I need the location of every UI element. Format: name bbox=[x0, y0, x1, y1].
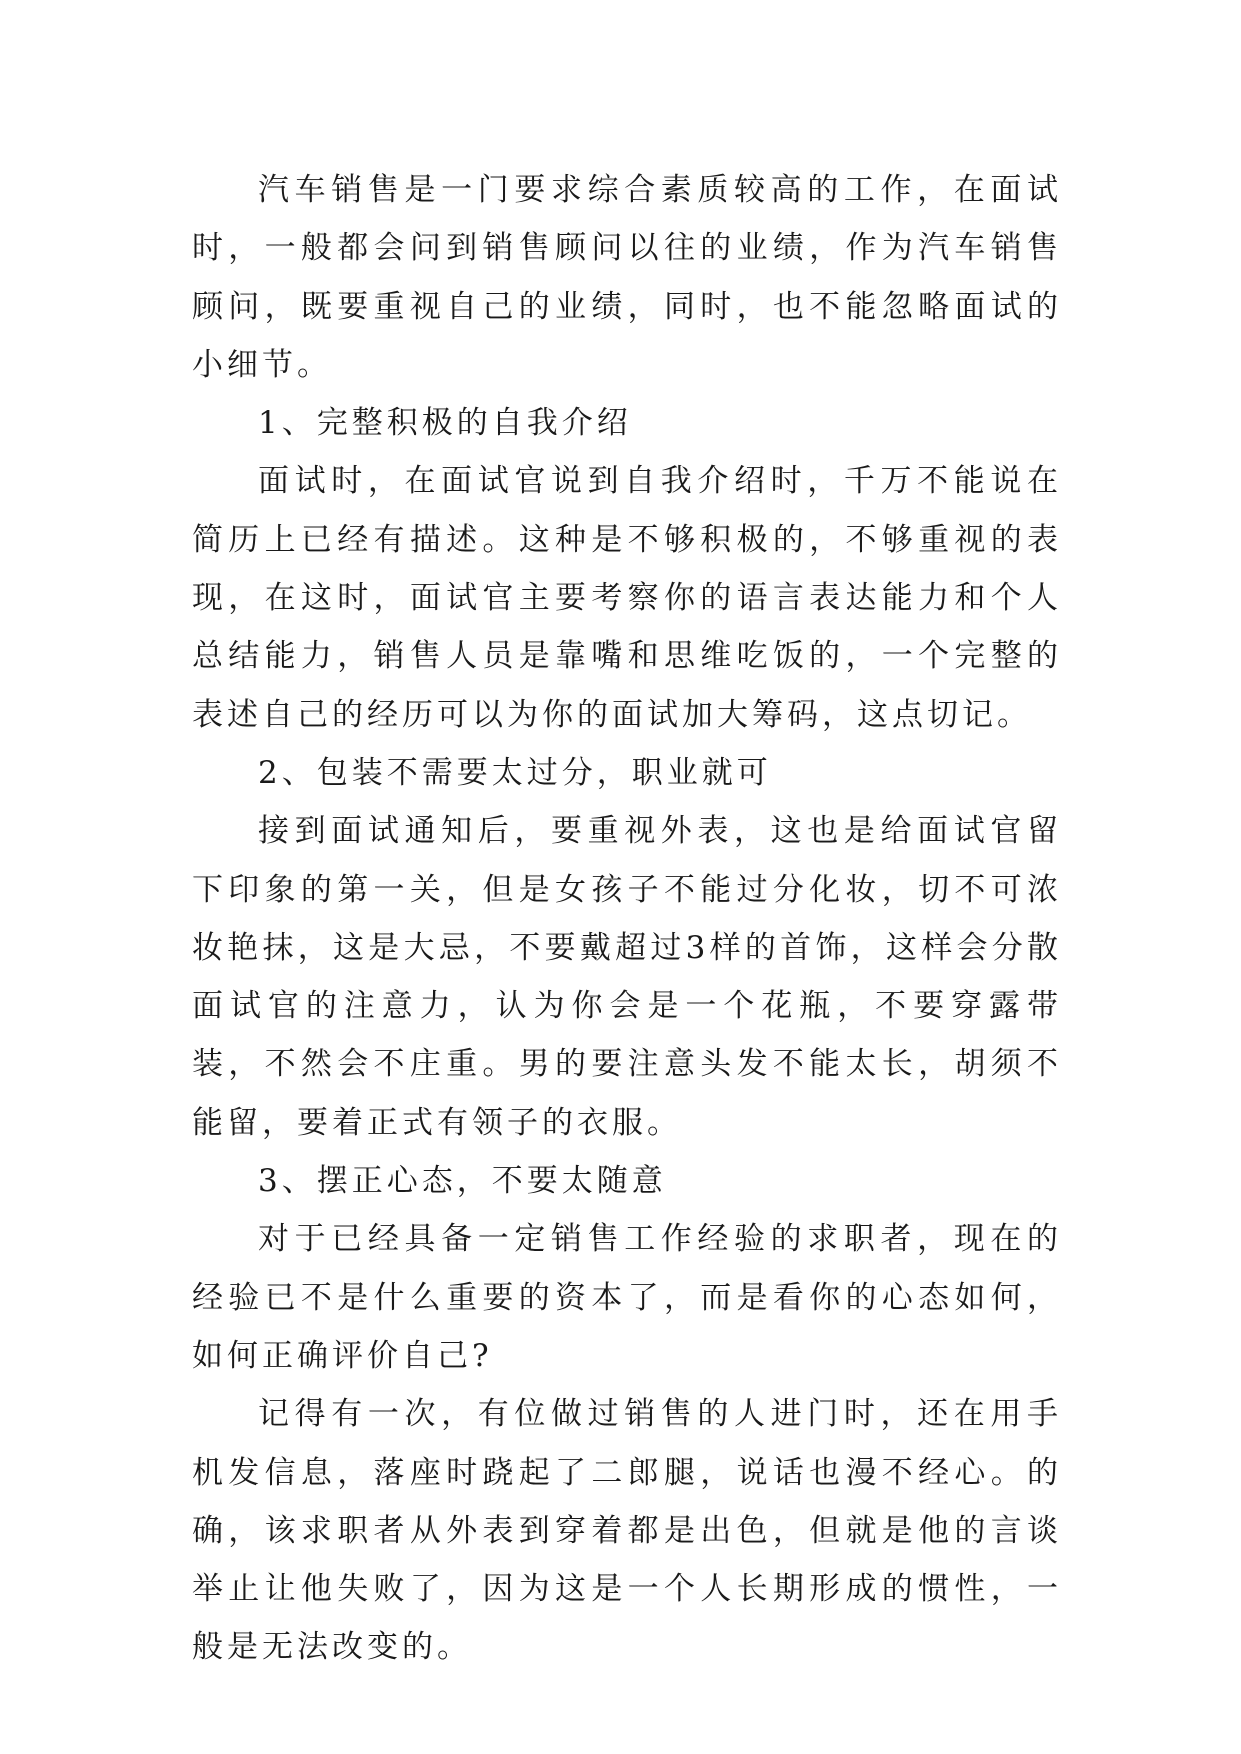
document-body bbox=[192, 161, 1062, 1677]
section-heading-3: 3、摆正心态，不要太随意 bbox=[258, 1163, 667, 1200]
anecdote-paragraph: 记得有一次，有位做过销售的人进门时，还在用手机发信息，落座时跷起了二郎腿，说话也漫不经心。的确，该求职者从外表到穿着都是出色，但就是他的言谈举止让他失败了，因为这是一个人长期形成的惯性，一般是无法改变的。 bbox=[192, 1396, 1062, 1666]
section-2-paragraph: 接到面试通知后，要重视外表，这也是给面试官留下印象的第一关，但是女孩子不能过分化妆，切不可浓妆艳抹，这是大忌，不要戴超过3样的首饰，这样会分散面试官的注意力，认为你会是一个花瓶，不要穿露带装，不然会不庄重。男的要注意头发不能太长，胡须不能留，要着正式有领子的衣服。 bbox=[192, 813, 1062, 1141]
section-1-paragraph: 面试时，在面试官说到自我介绍时，千万不能说在简历上已经有描述。这种是不够积极的，不够重视的表现，在这时，面试官主要考察你的语言表达能力和个人总结能力，销售人员是靠嘴和思维吃饭的，一个完整的表述自己的经历可以为你的面试加大筹码，这点切记。 bbox=[192, 463, 1062, 733]
section-heading-2: 2、包装不需要太过分，职业就可 bbox=[258, 754, 772, 791]
intro-paragraph: 汽车销售是一门要求综合素质较高的工作，在面试时，一般都会问到销售顾问以往的业绩，作为汽车销售顾问，既要重视自己的业绩，同时，也不能忽略面试的小细节。 bbox=[192, 172, 1062, 383]
section-heading-1: 1、完整积极的自我介绍 bbox=[258, 405, 632, 442]
section-3-paragraph: 对于已经具备一定销售工作经验的求职者，现在的经验已不是什么重要的资本了，而是看你的心态如何，如何正确评价自己? bbox=[192, 1221, 1062, 1374]
